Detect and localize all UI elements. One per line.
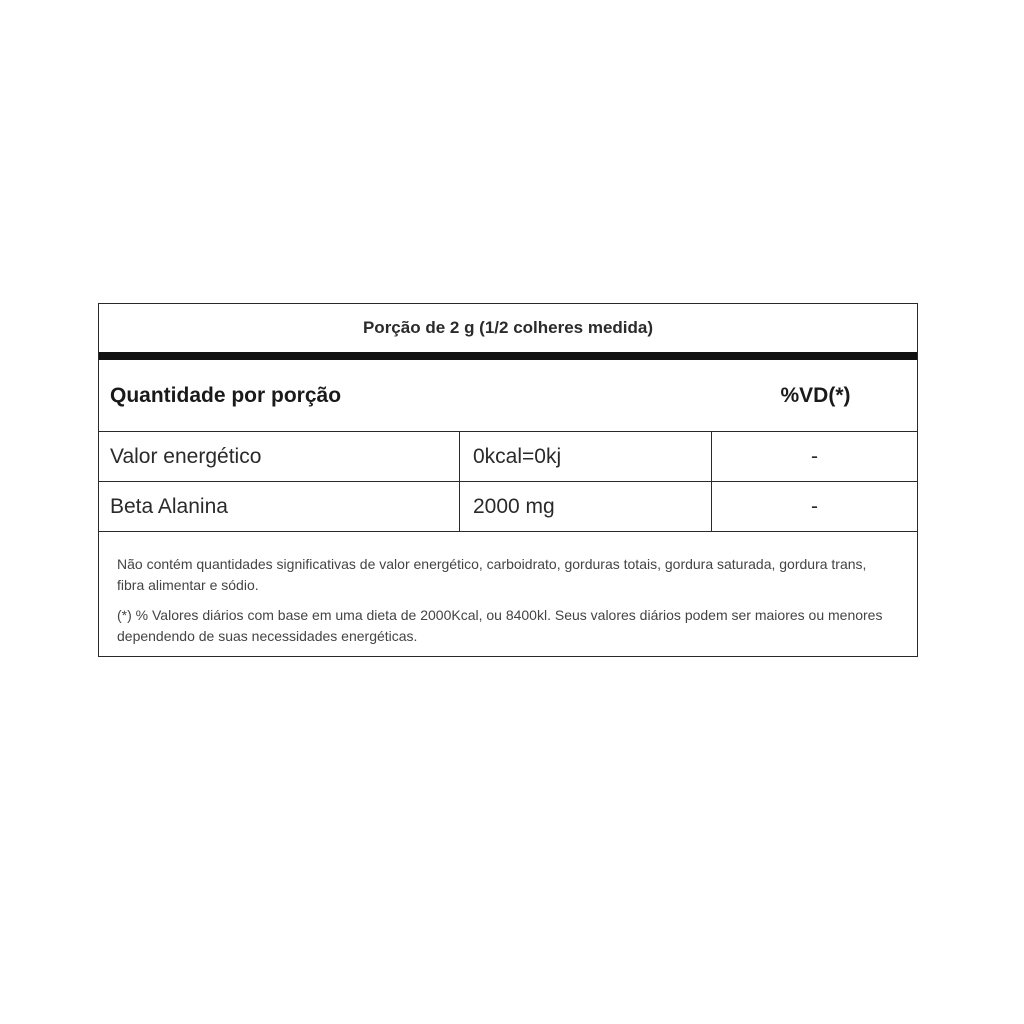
table-row	[99, 482, 917, 532]
nutrient-amount: 2000 mg	[460, 482, 712, 531]
footnotes	[117, 554, 892, 656]
nutrient-amount: 0kcal=0kj	[460, 432, 712, 481]
nutrition-facts-table	[98, 303, 918, 657]
daily-values-note: (*) % Valores diários com base em uma dieta de 2000Kcal, ou 8400kl. Seus valores diários podem ser maiores ou menores dependendo de suas necessidades energéticas.	[117, 607, 883, 644]
nutrient-name: Beta Alanina	[99, 482, 460, 531]
nutrient-name: Valor energético	[99, 432, 460, 481]
table-header-row	[99, 360, 917, 432]
portion-size: Porção de 2 g (1/2 colheres medida)	[362, 318, 654, 337]
thick-divider	[99, 352, 917, 360]
nutrient-daily-value: -	[811, 444, 818, 468]
nutrient-daily-value: -	[811, 494, 818, 518]
quantity-per-portion-heading: Quantidade por porção	[110, 383, 342, 407]
insignificant-quantities-note: Não contém quantidades significativas de valor energético, carboidrato, gorduras totais, gordura saturada, gordura trans, fibra alimentar e sódio.	[117, 556, 867, 593]
daily-value-heading: %VD(*)	[780, 383, 851, 407]
table-row	[99, 432, 917, 482]
